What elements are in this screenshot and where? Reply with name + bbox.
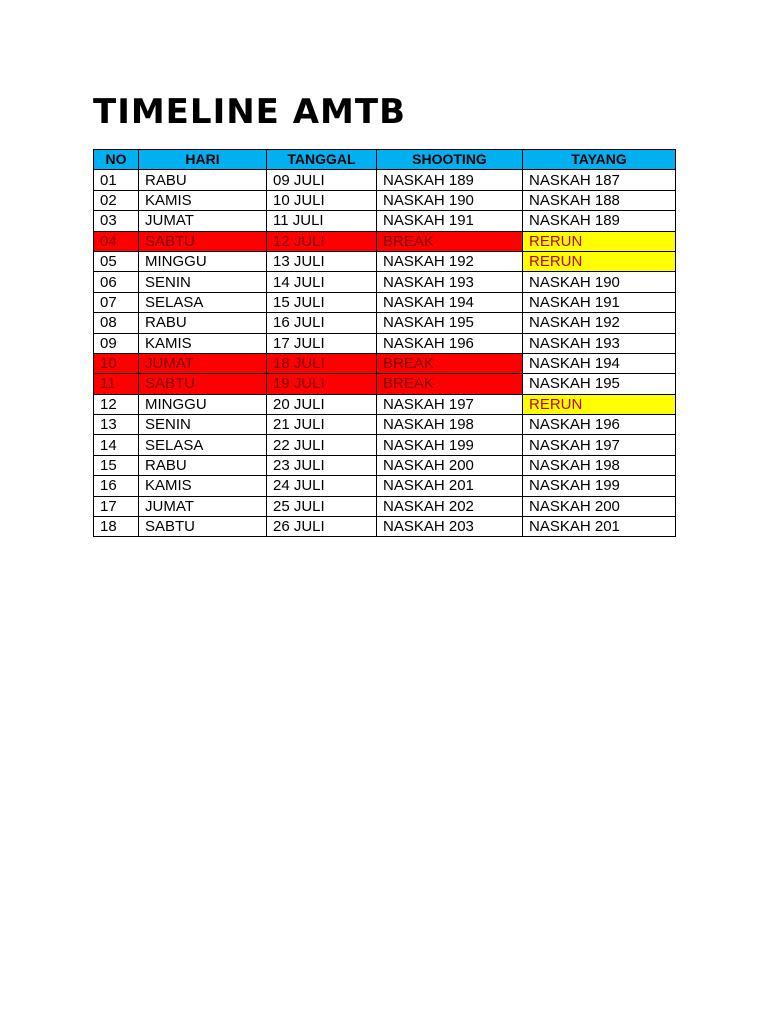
table-row [94,313,676,333]
cell-shooting: NASKAH 190 [377,190,523,210]
cell-tayang: NASKAH 188 [523,190,676,210]
cell-tayang: NASKAH 189 [523,211,676,231]
cell-shooting: NASKAH 196 [377,333,523,353]
cell-tayang: NASKAH 190 [523,272,676,292]
table-row [94,517,676,537]
cell-shooting: BREAK [377,374,523,394]
page-title: TIMELINE AMTB [93,92,406,132]
table-row [94,333,676,353]
cell-tanggal: 12 JULI [267,231,377,251]
cell-shooting: NASKAH 193 [377,272,523,292]
cell-no: 10 [94,353,139,373]
cell-shooting: NASKAH 199 [377,435,523,455]
cell-no: 06 [94,272,139,292]
cell-no: 09 [94,333,139,353]
timeline-table [93,149,676,537]
cell-shooting: NASKAH 202 [377,496,523,516]
cell-hari: SABTU [139,517,267,537]
column-header-hari: HARI [139,150,267,170]
cell-tayang: NASKAH 200 [523,496,676,516]
cell-tanggal: 11 JULI [267,211,377,231]
cell-hari: JUMAT [139,496,267,516]
cell-hari: MINGGU [139,394,267,414]
table-row [94,455,676,475]
cell-shooting: NASKAH 200 [377,455,523,475]
table-row [94,496,676,516]
cell-shooting: NASKAH 201 [377,476,523,496]
cell-no: 16 [94,476,139,496]
cell-tanggal: 20 JULI [267,394,377,414]
cell-tayang: RERUN [523,231,676,251]
cell-no: 15 [94,455,139,475]
cell-shooting: NASKAH 191 [377,211,523,231]
table-row [94,394,676,414]
cell-no: 14 [94,435,139,455]
cell-hari: MINGGU [139,251,267,271]
table-row [94,476,676,496]
cell-shooting: NASKAH 197 [377,394,523,414]
cell-tanggal: 18 JULI [267,353,377,373]
cell-tanggal: 24 JULI [267,476,377,496]
table-row [94,435,676,455]
table-row [94,190,676,210]
cell-tayang: NASKAH 201 [523,517,676,537]
cell-hari: SENIN [139,272,267,292]
cell-no: 03 [94,211,139,231]
cell-hari: JUMAT [139,211,267,231]
cell-tanggal: 15 JULI [267,292,377,312]
cell-no: 05 [94,251,139,271]
cell-tayang: NASKAH 199 [523,476,676,496]
table-row [94,231,676,251]
cell-hari: KAMIS [139,190,267,210]
cell-tayang: NASKAH 187 [523,170,676,190]
cell-tanggal: 13 JULI [267,251,377,271]
table-row [94,374,676,394]
cell-hari: SELASA [139,292,267,312]
cell-tanggal: 23 JULI [267,455,377,475]
cell-hari: RABU [139,313,267,333]
cell-shooting: NASKAH 198 [377,415,523,435]
cell-tayang: NASKAH 196 [523,415,676,435]
cell-hari: JUMAT [139,353,267,373]
table-row [94,353,676,373]
cell-shooting: NASKAH 194 [377,292,523,312]
cell-tayang: NASKAH 193 [523,333,676,353]
cell-tayang: NASKAH 198 [523,455,676,475]
cell-tanggal: 09 JULI [267,170,377,190]
cell-tayang: RERUN [523,251,676,271]
header-row [94,150,676,170]
cell-tayang: NASKAH 197 [523,435,676,455]
cell-no: 18 [94,517,139,537]
cell-tayang: NASKAH 192 [523,313,676,333]
table-header [94,150,676,170]
table-row [94,272,676,292]
cell-hari: KAMIS [139,476,267,496]
table-row [94,415,676,435]
cell-tanggal: 22 JULI [267,435,377,455]
cell-hari: SABTU [139,231,267,251]
cell-no: 01 [94,170,139,190]
cell-tayang: NASKAH 195 [523,374,676,394]
cell-no: 13 [94,415,139,435]
cell-shooting: BREAK [377,231,523,251]
cell-tayang: NASKAH 191 [523,292,676,312]
cell-tanggal: 14 JULI [267,272,377,292]
cell-no: 17 [94,496,139,516]
cell-hari: RABU [139,455,267,475]
cell-shooting: NASKAH 195 [377,313,523,333]
table-row [94,292,676,312]
cell-no: 08 [94,313,139,333]
cell-tanggal: 16 JULI [267,313,377,333]
cell-hari: SENIN [139,415,267,435]
column-header-no: NO [94,150,139,170]
cell-hari: KAMIS [139,333,267,353]
cell-hari: SELASA [139,435,267,455]
column-header-tanggal: TANGGAL [267,150,377,170]
cell-tanggal: 21 JULI [267,415,377,435]
cell-hari: SABTU [139,374,267,394]
cell-tayang: NASKAH 194 [523,353,676,373]
cell-no: 02 [94,190,139,210]
table-row [94,211,676,231]
cell-tanggal: 25 JULI [267,496,377,516]
table-body [94,170,676,537]
column-header-shooting: SHOOTING [377,150,523,170]
table-row [94,170,676,190]
cell-shooting: NASKAH 203 [377,517,523,537]
cell-tanggal: 26 JULI [267,517,377,537]
cell-tanggal: 17 JULI [267,333,377,353]
cell-no: 07 [94,292,139,312]
cell-shooting: NASKAH 189 [377,170,523,190]
cell-hari: RABU [139,170,267,190]
cell-no: 12 [94,394,139,414]
column-header-tayang: TAYANG [523,150,676,170]
cell-tayang: RERUN [523,394,676,414]
cell-shooting: NASKAH 192 [377,251,523,271]
cell-shooting: BREAK [377,353,523,373]
cell-tanggal: 10 JULI [267,190,377,210]
cell-no: 11 [94,374,139,394]
cell-tanggal: 19 JULI [267,374,377,394]
cell-no: 04 [94,231,139,251]
table-row [94,251,676,271]
